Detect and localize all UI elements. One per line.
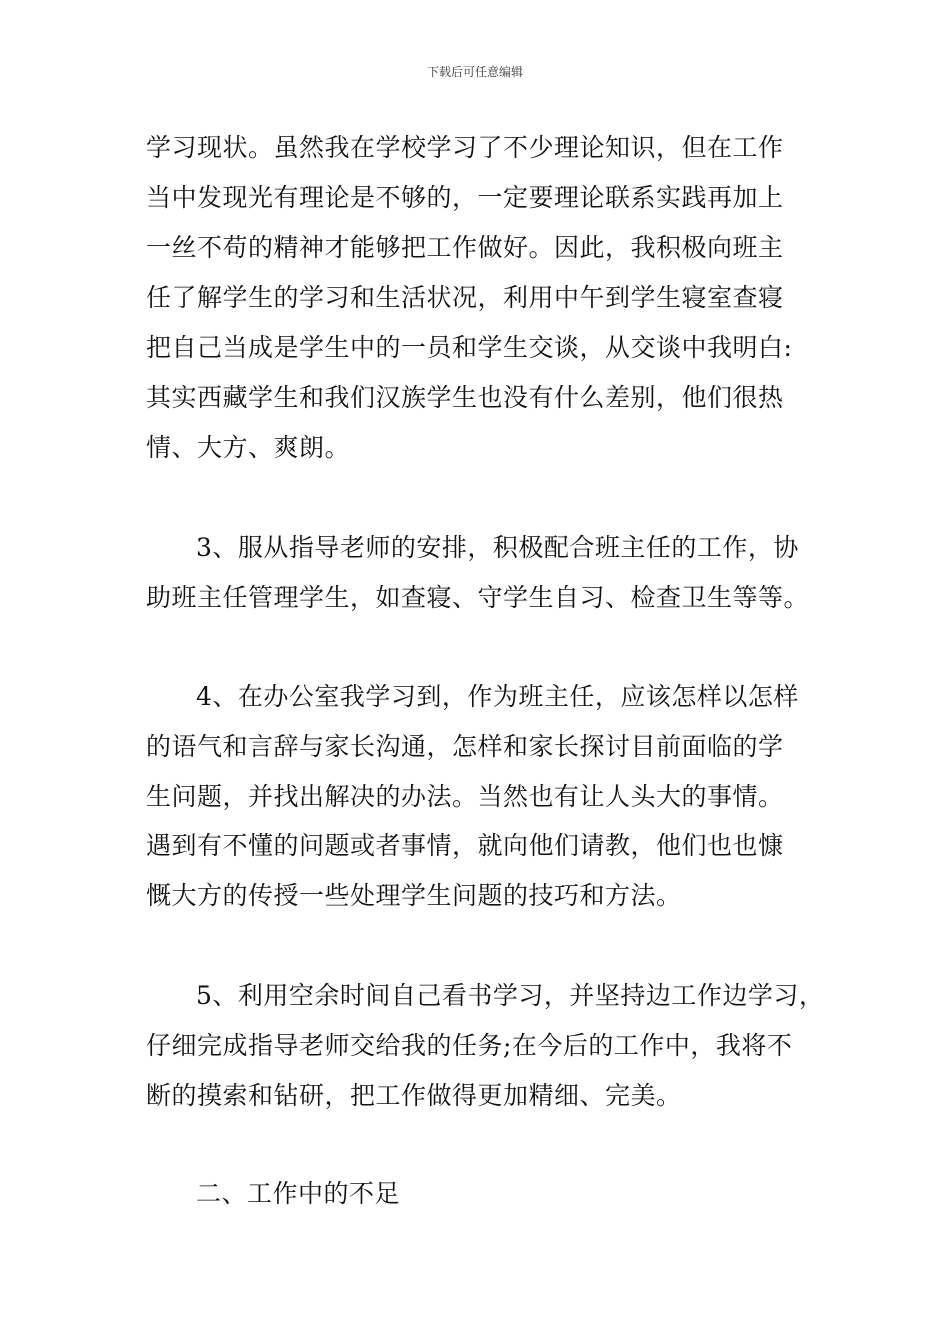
paragraph-5-line: 断的摸索和钻研，把工作做得更加精细、完美。 [146,1081,682,1110]
paragraph-4-line: 4、在办公室我学习到，作为班主任，应该怎样以怎样 [196,682,799,711]
page-header: 下载后可任意编辑 [426,65,523,79]
paragraph-4-line: 遇到有不懂的问题或者事情，就向他们请教，他们也也慷 [146,831,784,860]
text-line: 情、大方、爽朗。 [146,433,351,462]
paragraph-4-line: 的语气和言辞与家长沟通，怎样和家长探讨目前面临的学 [146,732,784,761]
text-line: 当中发现光有理论是不够的，一定要理论联系实践再加上 [146,183,784,212]
paragraph-5-line: 5、利用空余时间自己看书学习，并坚持边工作边学习， [196,981,825,1010]
paragraph-3-line: 助班主任管理学生，如查寝、守学生自习、检查卫生等等。 [146,583,810,612]
paragraph-4-line: 慨大方的传授一些处理学生问题的技巧和方法。 [146,881,682,910]
text-line: 其实西藏学生和我们汉族学生也没有什么差别，他们很热 [146,383,784,412]
paragraph-4-line: 生问题，并找出解决的办法。当然也有让人头大的事情。 [146,782,784,811]
section-heading: 二、工作中的不足 [196,1179,401,1208]
text-line: 学习现状。虽然我在学校学习了不少理论知识，但在工作 [146,133,784,162]
text-line: 一丝不苟的精神才能够把工作做好。因此，我积极向班主 [146,233,784,262]
text-line: 任了解学生的学习和生活状况，利用中午到学生寝室查寝 [146,283,784,312]
paragraph-3-line: 3、服从指导老师的安排，积极配合班主任的工作，协 [196,533,799,562]
paragraph-5-line: 仔细完成指导老师交给我的任务;在今后的工作中，我将不 [146,1031,793,1060]
text-line: 把自己当成是学生中的一员和学生交谈，从交谈中我明白: [146,333,793,362]
